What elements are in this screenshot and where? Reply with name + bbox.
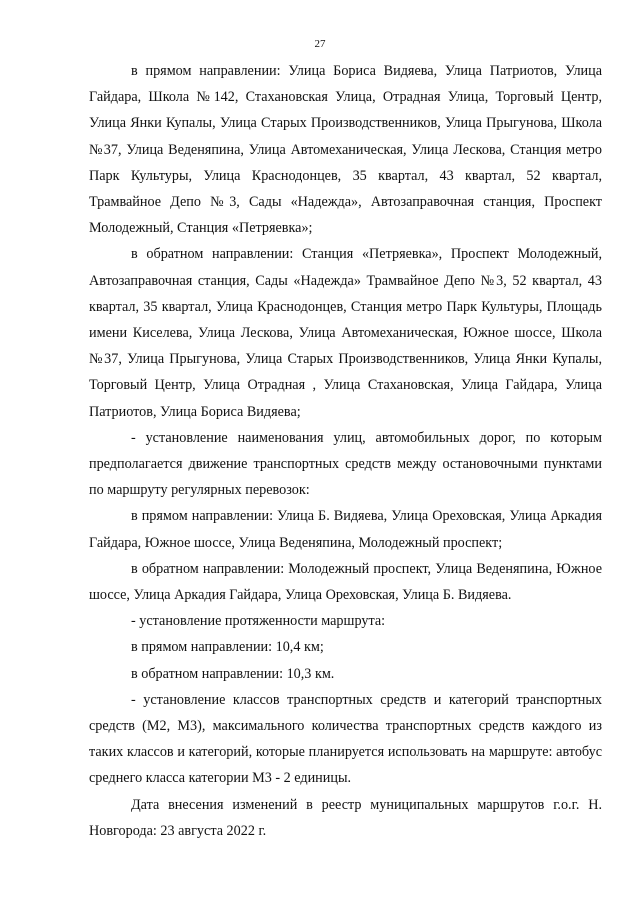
- paragraph-reverse-stops: в обратном направлении: Станция «Петряевка», Проспект Молодежный, Автозаправочная станция, Сады «Надежда» Трамвайное Депо №3, 52 квартал, 43 квартал, 35 квартал, Улица Краснодонцев, Станция метро Парк Культуры, Площадь имени Киселева, Улица Лескова, Улица Автомеханическая, Южное шоссе, Школа №37, Улица Прыгунова, Улица Старых Производственников, Улица Янки Купалы, Торговый Центр, Улица Отрадная , Улица Стахановская, Улица Гайдара, Улица Патриотов, Улица Бориса Видяева;: [89, 246, 602, 420]
- paragraph-forward-length: в прямом направлении: 10,4 км;: [131, 639, 324, 656]
- paragraph-length-intro: - установление протяженности маршрута:: [131, 613, 386, 630]
- paragraph-forward-stops: в прямом направлении: Улица Бориса Видяева, Улица Патриотов, Улица Гайдара, Школа №142, Стахановская Улица, Отрадная Улица, Торговый Центр, Улица Янки Купалы, Улица Старых Производственников, Улица Прыгунова, Школа №37, Улица Веденяпина, Улица Автомеханическая, Улица Лескова, Станция метро Парк Культуры, Улица Краснодонцев, 35 квартал, 43 квартал, 52 квартал, Трамвайное Депо №3, Сады «Надежда», Автозаправочная станция, Проспект Молодежный, Станция «Петряевка»;: [89, 63, 602, 237]
- page-number: 27: [314, 38, 326, 50]
- paragraph-reverse-length: в обратном направлении: 10,3 км.: [131, 665, 335, 682]
- paragraph-streets-intro: - установление наименования улиц, автомобильных дорог, по которым предполагается движение транспортных средств между остановочными пунктами по маршруту регулярных перевозок:: [89, 429, 602, 499]
- paragraph-reverse-streets: в обратном направлении: Молодежный проспект, Улица Веденяпина, Южное шоссе, Улица Аркадия Гайдара, Улица Ореховская, Улица Б. Видяева.: [89, 560, 602, 604]
- document-body: [89, 58, 602, 844]
- paragraph-vehicle-classes: - установление классов транспортных средств и категорий транспортных средств (М2, М3), максимального количества транспортных средств каждого из таких классов и категорий, которые планируется использовать на маршруте: автобус среднего класса категории М3 - 2 единицы.: [89, 691, 602, 787]
- paragraph-forward-streets: в прямом направлении: Улица Б. Видяева, Улица Ореховская, Улица Аркадия Гайдара, Южное шоссе, Улица Веденяпина, Молодежный проспект;: [89, 508, 602, 551]
- paragraph-registry-date: Дата внесения изменений в реестр муниципальных маршрутов г.о.г. Н. Новгорода: 23 августа 2022 г.: [89, 796, 602, 839]
